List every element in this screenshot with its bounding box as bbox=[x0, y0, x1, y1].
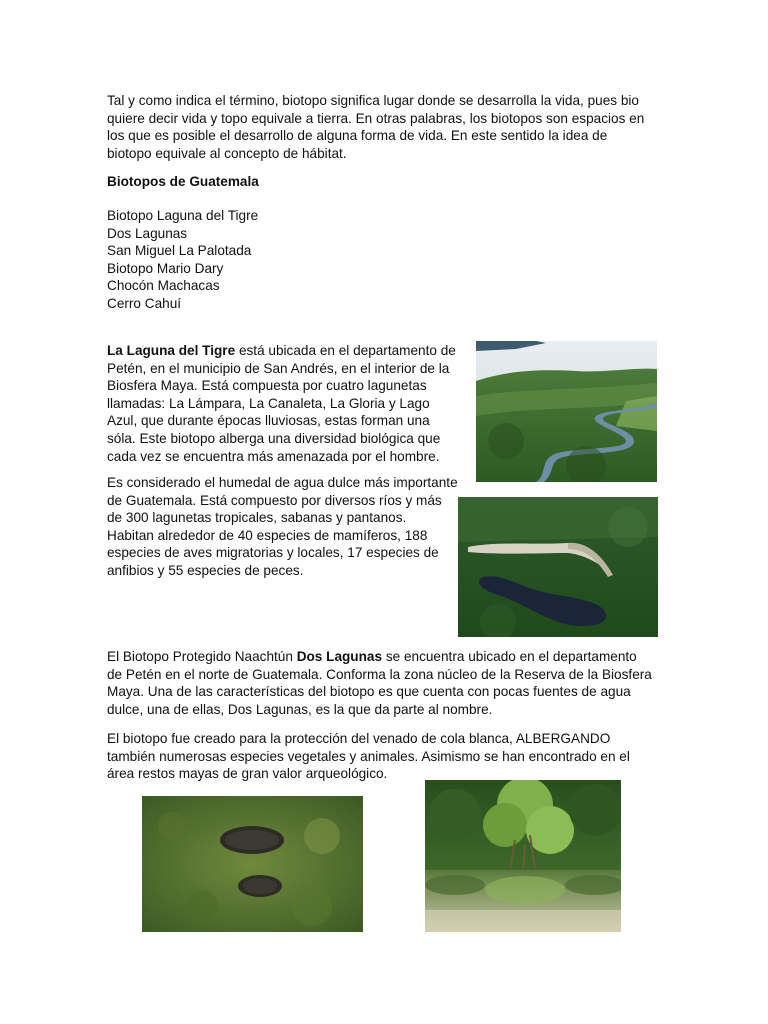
water-reflection-photo bbox=[425, 780, 621, 932]
paragraph-line: también numerosas especies vegetales y animales. Asimismo se han encontrado en el bbox=[107, 748, 630, 764]
aerial-lagoon-image bbox=[458, 497, 658, 637]
venado-paragraph bbox=[107, 730, 630, 783]
aerial-river-image bbox=[476, 341, 657, 482]
line-rest: está ubicada en el departamento de bbox=[235, 343, 456, 358]
laguna-tigre-paragraph bbox=[107, 342, 456, 465]
paragraph-line: dulce, una de ellas, Dos Lagunas, es la que da parte al nombre. bbox=[107, 701, 493, 717]
paragraph-line: llamadas: La Lámpara, La Canaleta, La Gloria y Lago bbox=[107, 395, 430, 411]
list-item: Biotopo Laguna del Tigre bbox=[107, 208, 259, 223]
paragraph-line bbox=[107, 648, 652, 666]
bold-term: La Laguna del Tigre bbox=[107, 343, 236, 358]
intro-line: quiere decir vida y topo equivale a tierra. En otras palabras, los biotopos son espacios en bbox=[107, 110, 645, 126]
dos-lagunas-paragraph bbox=[107, 648, 652, 718]
intro-line: Tal y como indica el término, biotopo significa lugar donde se desarrolla la vida, pues bio bbox=[107, 93, 639, 108]
list-item: Dos Lagunas bbox=[107, 225, 188, 241]
aerial-ponds-image bbox=[142, 796, 363, 932]
paragraph-line: Biosfera Maya. Está compuesta por cuatro lagunetas bbox=[107, 378, 427, 394]
list-item: San Miguel La Palotada bbox=[107, 243, 252, 259]
aerial-ponds-photo bbox=[142, 796, 363, 932]
paragraph-line: Maya. Una de las características del biotopo es que cuenta con pocas fuentes de agua bbox=[107, 684, 631, 700]
paragraph-line: Petén, en el municipio de San Andrés, en el interior de la bbox=[107, 360, 450, 376]
water-reflection-image bbox=[425, 780, 621, 932]
aerial-river-photo bbox=[476, 341, 657, 482]
paragraph-line: El biotopo fue creado para la protección del venado de cola blanca, ALBERGANDO bbox=[107, 731, 611, 746]
heading-text: Biotopos de Guatemala bbox=[107, 174, 259, 189]
line-pre: El Biotopo Protegido Naachtún bbox=[107, 649, 297, 664]
list-item: Chocón Machacas bbox=[107, 278, 220, 294]
humedal-paragraph bbox=[107, 474, 458, 580]
paragraph-line: sóla. Este biotopo alberga una diversidad biológica que bbox=[107, 430, 441, 446]
paragraph-line: Azul, que durante épocas lluviosas, estas forman una bbox=[107, 413, 430, 429]
line-rest: se encuentra ubicado en el departamento bbox=[382, 649, 637, 664]
paragraph-line bbox=[107, 342, 456, 360]
intro-line: biotopo equivale al concepto de hábitat. bbox=[107, 145, 347, 161]
paragraph-line: especies de aves migratorias y locales, 17 especies de bbox=[107, 545, 439, 561]
paragraph-line: de Guatemala. Está compuesto por diversos ríos y más bbox=[107, 492, 442, 508]
aerial-lagoon-photo bbox=[458, 497, 658, 637]
paragraph-line: Es considerado el humedal de agua dulce más importante bbox=[107, 475, 458, 490]
paragraph-line: de Petén en el norte de Guatemala. Conforma la zona núcleo de la Reserva de la Biosfera bbox=[107, 666, 652, 682]
list-item: Biotopo Mario Dary bbox=[107, 260, 224, 276]
paragraph-line: cada vez se encuentra más amenazada por el hombre. bbox=[107, 448, 440, 464]
paragraph-line: de 300 lagunetas tropicales, sabanas y pantanos. bbox=[107, 510, 407, 526]
paragraph-line: anfibios y 55 especies de peces. bbox=[107, 562, 304, 578]
list-item: Cerro Cahuí bbox=[107, 295, 182, 311]
section-heading bbox=[107, 173, 259, 191]
paragraph-line: Habitan alrededor de 40 especies de mamíferos, 188 bbox=[107, 527, 428, 543]
intro-paragraph bbox=[107, 92, 644, 162]
bold-term: Dos Lagunas bbox=[296, 649, 383, 664]
paragraph-line: área restos mayas de gran valor arqueológico. bbox=[107, 766, 388, 782]
biotopos-list bbox=[107, 207, 258, 313]
intro-line: los que es posible el desarrollo de alguna forma de vida. En este sentido la idea de bbox=[107, 128, 608, 144]
